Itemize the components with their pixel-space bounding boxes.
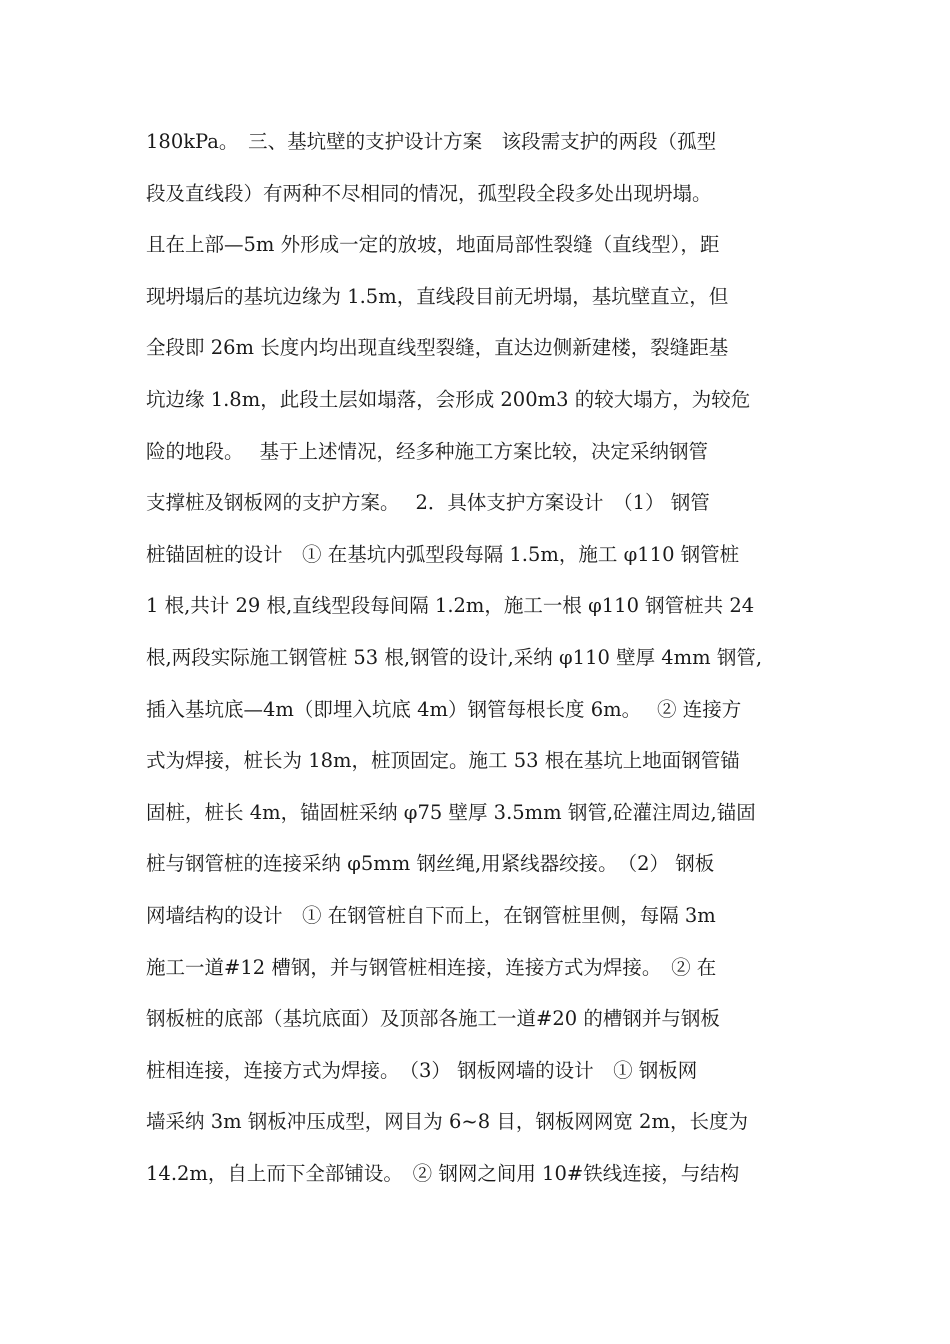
text-line: 固桩，桩长 4m，锚固桩采纳 φ75 壁厚 3.5mm 钢管,砼灌注周边,锚固 bbox=[146, 800, 756, 824]
body-text bbox=[146, 116, 816, 1199]
text-line: 且在上部—5m 外形成一定的放坡，地面局部性裂缝（直线型），距 bbox=[146, 233, 720, 257]
text-line: 坑边缘 1.8m，此段土层如塌落，会形成 200m3 的较大塌方，为较危 bbox=[146, 387, 751, 411]
text-line: 式为焊接，桩长为 18m，桩顶固定。施工 53 根在基坑上地面钢管锚 bbox=[146, 749, 740, 773]
text-line: 网墙结构的设计 ① 在钢管桩自下而上，在钢管桩里侧，每隔 3m bbox=[146, 903, 716, 927]
text-line: 1 根,共计 29 根,直线型段每间隔 1.2m，施工一根 φ110 钢管桩共 24 bbox=[146, 594, 755, 618]
text-line: 墙采纳 3m 钢板冲压成型，网目为 6~8 目，钢板网网宽 2m，长度为 bbox=[146, 1110, 748, 1134]
text-line: 桩相连接，连接方式为焊接。 （3） 钢板网墙的设计 ① 钢板网 bbox=[146, 1058, 698, 1082]
text-line: 根,两段实际施工钢管桩 53 根,钢管的设计,采纳 φ110 壁厚 4mm 钢管, bbox=[146, 645, 763, 669]
text-line: 施工一道#12 槽钢，并与钢管桩相连接，连接方式为焊接。 ② 在 bbox=[146, 955, 717, 979]
text-line: 钢板桩的底部（基坑底面）及顶部各施工一道#20 的槽钢并与钢板 bbox=[146, 1007, 720, 1031]
text-line: 全段即 26m 长度内均出现直线型裂缝，直达边侧新建楼，裂缝距基 bbox=[146, 336, 729, 360]
text-line: 桩锚固桩的设计 ① 在基坑内弧型段每隔 1.5m，施工 φ110 钢管桩 bbox=[146, 542, 740, 566]
text-line: 支撑桩及钢板网的支护方案。 2．具体支护方案设计 （1） 钢管 bbox=[146, 491, 710, 515]
text-line: 险的地段。 基于上述情况，经多种施工方案比较，决定采纳钢管 bbox=[146, 439, 708, 463]
text-line: 现坍塌后的基坑边缘为 1.5m，直线段目前无坍塌，基坑壁直立，但 bbox=[146, 284, 729, 308]
text-line: 180kPa。 三、基坑壁的支护设计方案 该段需支护的两段（孤型 bbox=[146, 130, 717, 153]
text-line: 14.2m，自上而下全部铺设。 ② 钢网之间用 10#铁线连接，与结构 bbox=[146, 1161, 740, 1185]
text-line: 插入基坑底—4m（即埋入坑底 4m）钢管每根长度 6m。 ② 连接方 bbox=[146, 697, 742, 721]
text-line: 桩与钢管桩的连接采纳 φ5mm 钢丝绳,用紧线器绞接。 （2） 钢板 bbox=[146, 852, 715, 876]
text-line: 段及直线段）有两种不尽相同的情况，孤型段全段多处出现坍塌。 bbox=[146, 181, 712, 205]
